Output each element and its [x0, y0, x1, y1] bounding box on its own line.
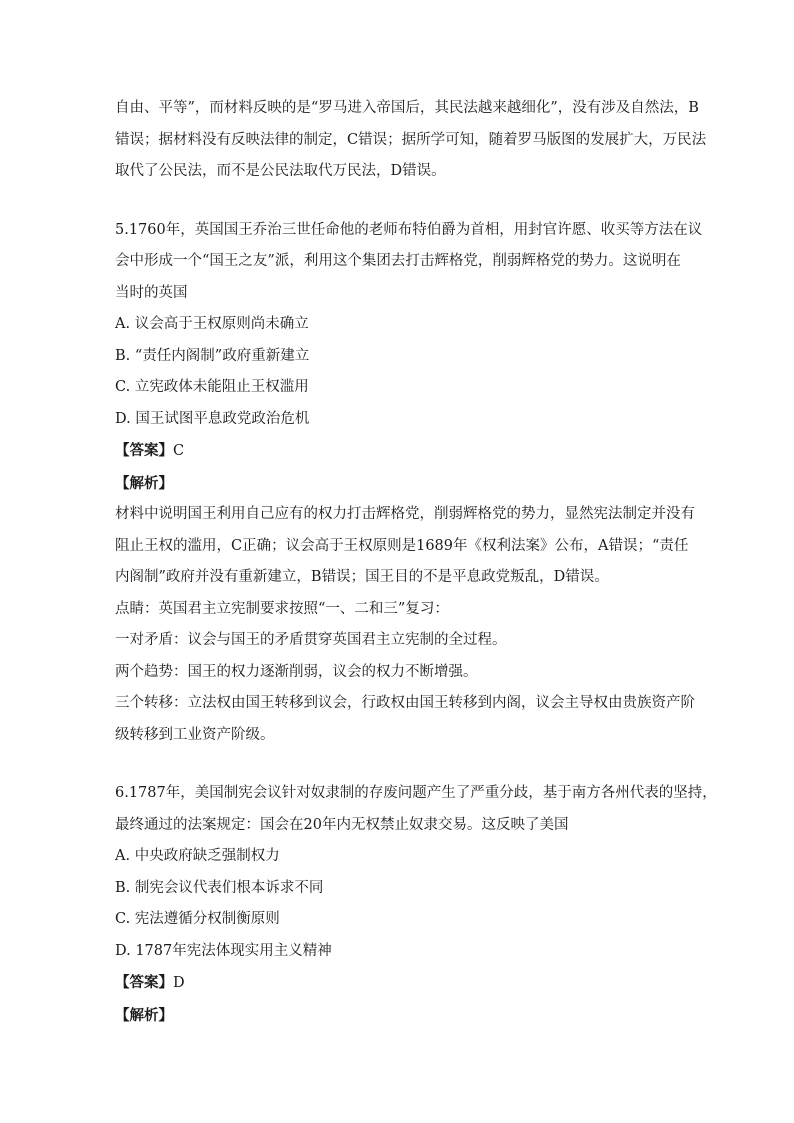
answer-label: 【答案】	[115, 442, 173, 459]
answer-value: D	[173, 975, 185, 991]
text-line: 取代了公民法，而不是公民法取代万民法，D错误。	[115, 163, 446, 179]
question-6	[115, 778, 717, 1031]
answer-line	[115, 967, 690, 1000]
option-c: C. 立宪政体未能阻止王权滥用	[115, 379, 309, 395]
paragraph-gap	[115, 188, 690, 215]
prev-analysis-continuation	[115, 93, 707, 188]
option-a: A. 议会高于王权原则尚未确立	[115, 316, 309, 332]
question-stem-line: 6.1787年，美国制宪会议针对奴隶制的存废问题产生了严重分歧，基于南方各州代表的坚持，	[115, 785, 717, 801]
answer-line	[115, 435, 690, 468]
answer-label: 【答案】	[115, 974, 173, 991]
question-5	[115, 215, 703, 752]
analysis-line: 点睛：英国君主立宪制要求按照“一、二和三”复习：	[115, 600, 449, 617]
analysis-line: 两个趋势：国王的权力逐渐削弱，议会的权力不断增强。	[115, 663, 478, 680]
analysis-line: 三个转移：立法权由国王转移到议会，行政权由国王转移到内阁，议会主导权由贵族资产阶	[115, 695, 695, 711]
option-d: D. 1787年宪法体现实用主义精神	[115, 942, 332, 959]
analysis-line: 级转移到工业资产阶级。	[115, 726, 275, 743]
option-a: A. 中央政府缺乏强制权力	[115, 848, 280, 864]
text-line: 自由、平等”，而材料反映的是“罗马进入帝国后，其民法越来越细化”，没有涉及自然法，B	[115, 100, 699, 116]
question-stem-line: 会中形成一个“国王之友”派，利用这个集团去打击辉格党，削弱辉格党的势力。这说明在	[115, 253, 681, 269]
question-stem-line: 5.1760年，英国国王乔治三世任命他的老师布特伯爵为首相，用封官许愿、收买等方法在议	[115, 221, 703, 238]
paragraph-gap	[115, 751, 690, 778]
question-stem-line: 最终通过的法案规定：国会在20年内无权禁止奴隶交易。这反映了美国	[115, 816, 569, 833]
analysis-label: 【解析】	[115, 474, 173, 492]
option-b: B. 制宪会议代表们根本诉求不同	[115, 879, 324, 896]
analysis-line: 内阁制”政府并没有重新建立，B错误；国王目的不是平息政党叛乱，D错误。	[115, 569, 609, 585]
analysis-label: 【解析】	[115, 1006, 173, 1024]
option-c: C. 宪法遵循分权制衡原则	[115, 911, 280, 927]
text-line: 错误；据材料没有反映法律的制定，C错误；据所学可知，随着罗马版图的发展扩大，万民法	[115, 131, 707, 148]
analysis-line: 阻止王权的滥用，C正确；议会高于王权原则是1689年《权利法案》公布，A错误；“责任	[115, 537, 689, 554]
option-b: B. “责任内阁制”政府重新建立	[115, 347, 310, 364]
question-stem-line: 当时的英国	[115, 284, 188, 301]
document-page	[115, 93, 717, 1031]
answer-value: C	[173, 443, 185, 459]
analysis-line: 材料中说明国王利用自己应有的权力打击辉格党，削弱辉格党的势力，显然宪法制定并没有	[115, 506, 695, 522]
option-d: D. 国王试图平息政党政治危机	[115, 410, 310, 427]
analysis-line: 一对矛盾：议会与国王的矛盾贯穿英国君主立宪制的全过程。	[115, 632, 507, 648]
